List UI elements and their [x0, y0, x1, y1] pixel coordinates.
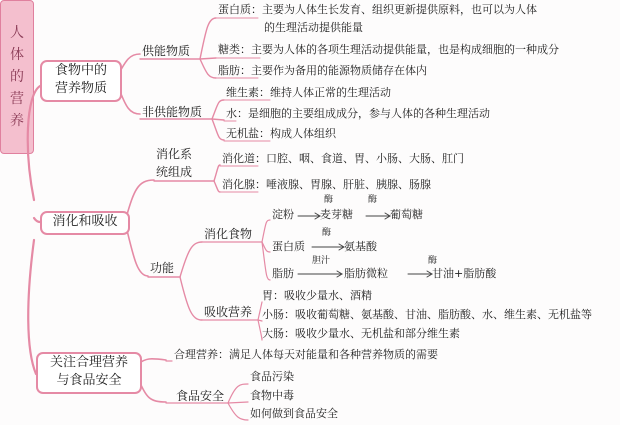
maltose-label: 麦芽糖 — [320, 208, 353, 221]
non-energy-group-label: 非供能物质 — [142, 105, 203, 119]
nutrition-safety-line2: 与食品安全 — [56, 373, 122, 388]
root-branch — [28, 240, 36, 374]
non-energy-branch — [212, 100, 224, 119]
digestive-system-label-1: 消化系 — [156, 147, 193, 161]
protein-label: 蛋白质 — [272, 240, 305, 253]
glycerol-fatty-acid-label: 甘油+脂肪酸 — [432, 267, 497, 280]
nutrient-name: 维生素 — [226, 86, 259, 99]
food-safety-branch — [228, 403, 248, 420]
non-energy-item-mineral — [226, 128, 336, 139]
composition-branch — [214, 181, 220, 192]
food-safety-item: 如何做到食品安全 — [250, 407, 338, 420]
food-safety-label: 食品安全 — [176, 389, 225, 403]
digestion-branch — [126, 226, 148, 276]
digestion-branch — [126, 180, 154, 218]
starch-enzyme-1: 酶 — [324, 195, 334, 205]
root-branch — [28, 86, 40, 200]
food-safety-item: 食品污染 — [250, 370, 294, 383]
fat-label: 脂肪 — [272, 267, 294, 280]
root-char: 营 — [10, 91, 24, 107]
non-energy-item-water — [226, 108, 490, 119]
digestion-food-label: 消化食物 — [204, 227, 253, 241]
root-char: 的 — [10, 69, 24, 85]
nutrient-name: 糖类 — [218, 43, 240, 56]
absorption-label: 吸收营养 — [204, 305, 253, 319]
root-char: 体 — [10, 47, 24, 63]
nutrient-desc: ：维持人体正常的生理活动 — [259, 86, 391, 99]
non-energy-item-vitamin — [226, 87, 391, 98]
nutrient-desc: ：主要为人体的各项生理活动提供能量，也是构成细胞的一种成分 — [240, 43, 559, 56]
nutrient-desc: ：构成人体组织 — [259, 127, 336, 140]
safety-branch — [138, 378, 166, 402]
root-char: 人 — [10, 25, 24, 41]
energy-branch — [200, 59, 216, 78]
absorption-large-intestine: 大肠：吸收少量水、无机盐和部分维生素 — [262, 327, 460, 340]
starch-label: 淀粉 — [272, 208, 294, 221]
safety-branch — [138, 359, 166, 364]
nutrient-desc: ：是细胞的主要组成成分，参与人体的各种生理活动 — [237, 107, 490, 120]
digestive-glands: 消化腺：唾液腺、胃腺、肝脏、胰腺、肠腺 — [222, 178, 431, 191]
nutrient-name: 蛋白质 — [218, 3, 251, 16]
food-nutrients-line2: 营养物质 — [54, 81, 107, 96]
fat-droplet-label: 脂肪微粒 — [344, 267, 388, 280]
energy-branch — [200, 18, 216, 59]
composition-branch — [214, 165, 220, 181]
function-branch — [180, 242, 202, 277]
absorption-stomach: 胃：吸收少量水、酒精 — [262, 289, 372, 302]
food-nutrients-line1: 食物中的 — [54, 63, 107, 78]
food-safety-branch — [228, 384, 248, 403]
glucose-label: 葡萄糖 — [390, 208, 423, 221]
protein-enzyme: 酶 — [322, 228, 332, 238]
function-branch — [180, 277, 202, 320]
function-label: 功能 — [150, 261, 175, 275]
digest-food-branch — [262, 242, 270, 280]
digestion-label: 消化和吸收 — [52, 214, 118, 229]
nutrient-desc: ：主要作为备用的能源物质储存在体内 — [240, 64, 427, 77]
food-nutrients-node — [40, 60, 122, 102]
energy-item-fat — [218, 65, 427, 76]
nutrition-safety-node — [36, 352, 142, 394]
food-safety-item: 食物中毒 — [250, 389, 294, 402]
fat-enzyme: 酶 — [428, 256, 438, 266]
nutrient-name: 无机盐 — [226, 127, 259, 140]
nutrient-desc: ：主要为人体生长发育、组织更新提供原料，也可以为人体 — [251, 3, 537, 16]
digest-food-branch — [262, 220, 270, 242]
non-energy-branch — [212, 119, 224, 120]
energy-item-sugar — [218, 44, 559, 55]
root-char: 养 — [10, 113, 24, 129]
nutrient-name: 水 — [226, 107, 237, 120]
non-energy-branch — [212, 119, 224, 140]
energy-item-protein-cont: 的生理活动提供能量 — [264, 21, 363, 34]
digestion-node — [40, 211, 130, 235]
reasonable-nutrition: 合理营养：满足人体每天对能量和各种营养物质的需要 — [174, 348, 438, 361]
energy-item-protein — [218, 4, 537, 15]
energy-group-label: 供能物质 — [142, 44, 191, 58]
starch-enzyme-2: 酶 — [368, 195, 378, 205]
digestive-system-label-2: 统组成 — [156, 165, 193, 179]
digestive-tract: 消化道：口腔、咽、食道、胃、小肠、大肠、肛门 — [222, 152, 464, 165]
nutrition-safety-line1: 关注合理营养 — [49, 355, 128, 370]
bile-label: 胆汁 — [312, 256, 331, 266]
food-safety-branch — [228, 402, 248, 403]
nutrient-name: 脂肪 — [218, 64, 240, 77]
absorption-small-intestine: 小肠：吸收葡萄糖、氨基酸、甘油、脂肪酸、水、维生素、无机盐等 — [262, 308, 592, 321]
energy-branch — [200, 58, 216, 59]
amino-acid-label: 氨基酸 — [344, 240, 377, 253]
